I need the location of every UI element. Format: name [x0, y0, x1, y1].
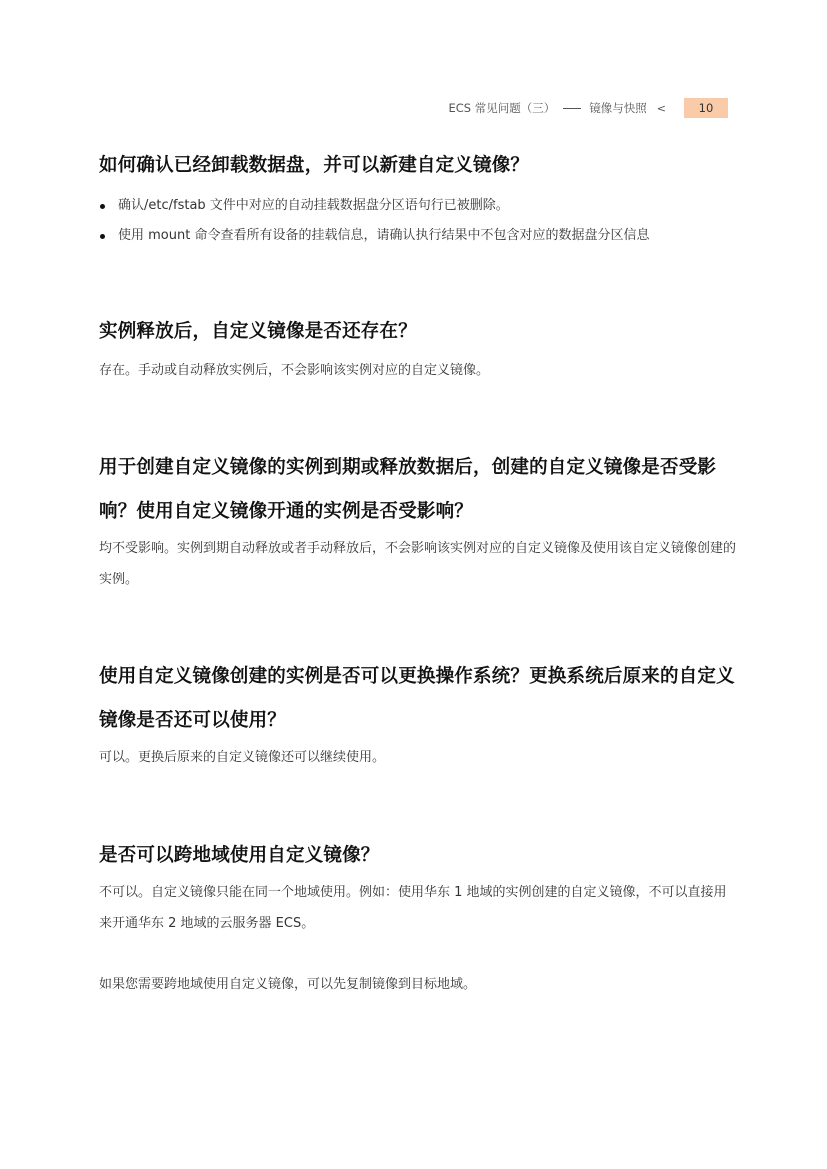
chevron-left-icon[interactable]: < [656, 101, 666, 115]
answer-paragraph: 可以。更换后原来的自定义镜像还可以继续使用。 [99, 750, 386, 765]
question-heading-4: 使用自定义镜像创建的实例是否可以更换操作系统？更换系统后原来的自定义镜像是否还可以使用？ [99, 666, 735, 731]
answer-paragraph: 不可以。自定义镜像只能在同一个地域使用。例如：使用华东 1 地域的实例创建的自定义镜像，不可以直接用来开通华东 2 地域的云服务器 ECS。 [99, 885, 727, 931]
page-number: 10 [684, 98, 728, 118]
list-item: 使用 mount 命令查看所有设备的挂载信息，请确认执行结果中不包含对应的数据盘分区信息 [99, 221, 739, 251]
section-title: 镜像与快照 [589, 101, 647, 115]
answer-paragraph: 均不受影响。实例到期自动释放或者手动释放后，不会影响该实例对应的自定义镜像及使用该自定义镜像创建的实例。 [99, 541, 737, 587]
question-heading-3: 用于创建自定义镜像的实例到期或释放数据后，创建的自定义镜像是否受影响？使用自定义镜像开通的实例是否受影响？ [99, 457, 717, 522]
answer-paragraph: 如果您需要跨地域使用自定义镜像，可以先复制镜像到目标地域。 [99, 977, 477, 992]
page-header [449, 98, 728, 118]
question-heading-5: 是否可以跨地域使用自定义镜像？ [99, 845, 380, 866]
question-heading-2: 实例释放后，自定义镜像是否还存在？ [99, 321, 417, 342]
bullet-list [99, 191, 739, 251]
doc-title: ECS 常见问题（三） [448, 101, 556, 115]
header-dash-separator [563, 108, 581, 109]
list-item: 确认/etc/fstab 文件中对应的自动挂载数据盘分区语句行已被删除。 [99, 191, 739, 221]
answer-paragraph: 存在。手动或自动释放实例后，不会影响该实例对应的自定义镜像。 [99, 363, 490, 378]
question-heading-1: 如何确认已经卸载数据盘，并可以新建自定义镜像？ [99, 155, 530, 176]
